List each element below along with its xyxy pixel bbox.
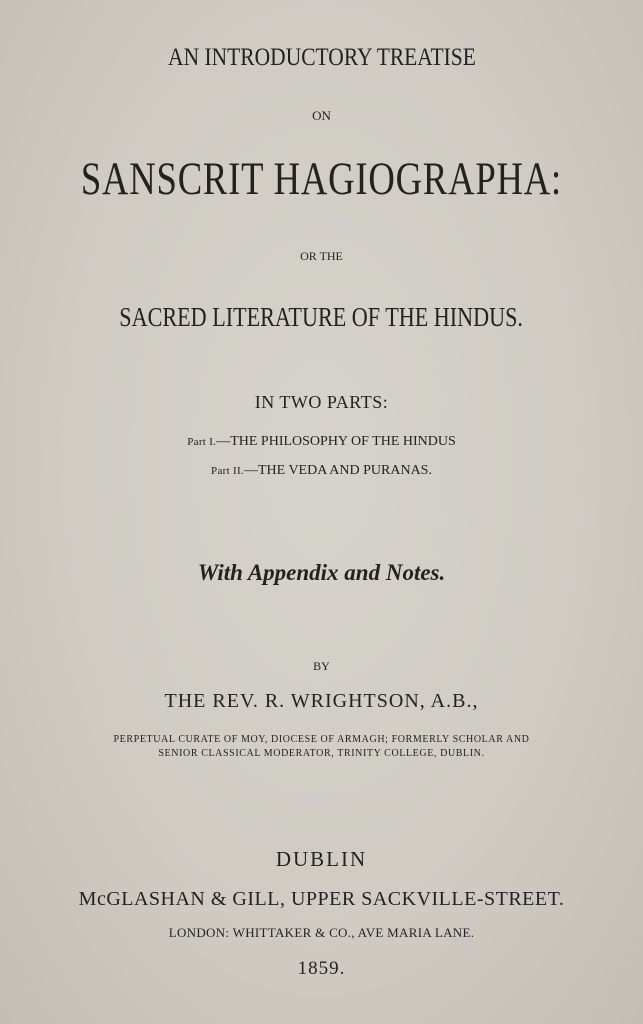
- author-credentials-line-1: PERPETUAL CURATE OF MOY, DIOCESE OF ARMAGH; FORMERLY SCHOLAR AND: [113, 734, 530, 745]
- publication-city: DUBLIN: [275, 847, 368, 871]
- part-two-text: —THE VEDA AND PURANAS.: [243, 463, 432, 478]
- author-name: THE REV. R. WRIGHTSON, A.B.,: [164, 690, 479, 712]
- or-the-connector: OR THE: [300, 249, 343, 263]
- part-two-line: [0, 463, 643, 479]
- part-two-label: Part II.: [211, 465, 244, 477]
- by-connector: BY: [313, 659, 330, 673]
- parts-heading: IN TWO PARTS:: [254, 392, 389, 412]
- on-connector: ON: [312, 108, 331, 123]
- subtitle: SACRED LITERATURE OF THE HINDUS.: [119, 302, 524, 332]
- appendix-note: With Appendix and Notes.: [197, 560, 446, 585]
- book-heading: AN INTRODUCTORY TREATISE: [167, 44, 476, 71]
- london-agent: LONDON: WHITTAKER & CO., AVE MARIA LANE.: [168, 925, 475, 940]
- publisher: McGLASHAN & GILL, UPPER SACKVILLE-STREET.: [78, 888, 565, 910]
- main-title: SANSCRIT HAGIOGRAPHA:: [80, 153, 563, 205]
- part-one-text: —THE PHILOSOPHY OF THE HINDUS: [216, 434, 456, 449]
- author-credentials-line-2: SENIOR CLASSICAL MODERATOR, TRINITY COLLEGE, DUBLIN.: [158, 748, 485, 759]
- part-one-label: Part I.: [187, 436, 217, 448]
- publication-year: 1859.: [297, 958, 346, 979]
- part-one-line: [0, 434, 643, 450]
